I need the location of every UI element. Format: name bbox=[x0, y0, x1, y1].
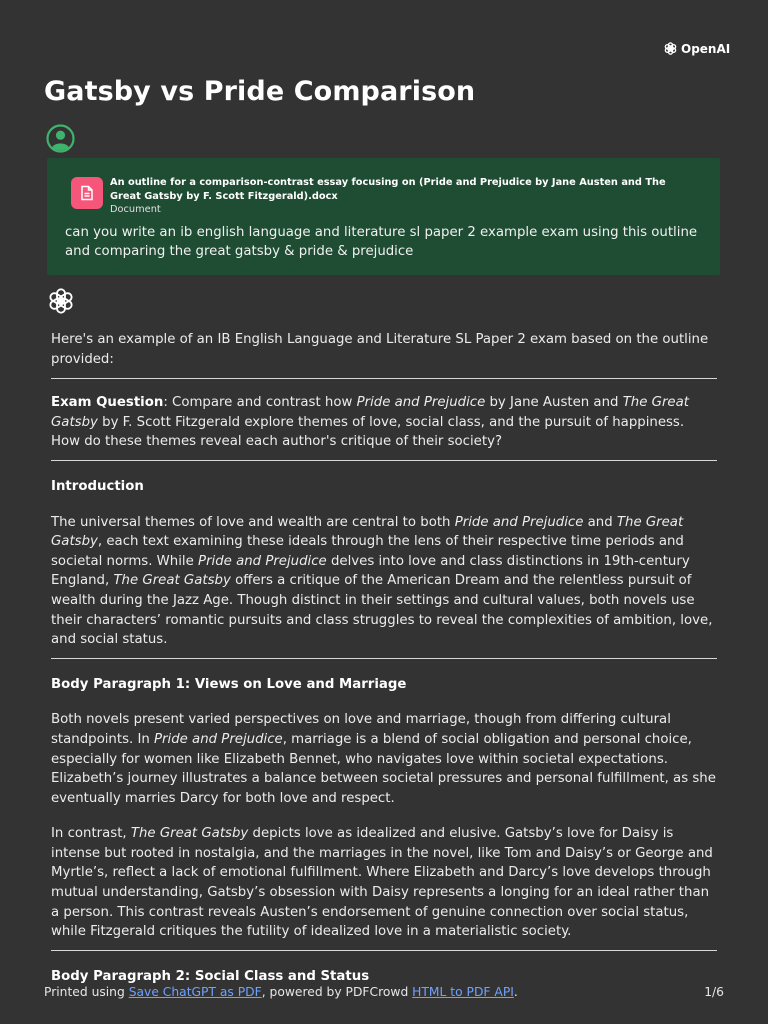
text-run: by Jane Austen and bbox=[485, 395, 623, 411]
title-run: Pride and Prejudice bbox=[454, 514, 584, 530]
document-icon bbox=[71, 177, 103, 209]
brand bbox=[663, 41, 730, 56]
user-avatar-icon bbox=[46, 124, 75, 157]
text-run: Both novels present varied perspectives on love and marriage, though from differing cultural standpoints. In bbox=[51, 712, 671, 747]
brand-name: OpenAI bbox=[681, 41, 731, 56]
user-message bbox=[47, 158, 720, 275]
exam-question-label: Exam Question bbox=[51, 395, 164, 411]
text-run: , each text examining these ideals through the lens of their respective time periods and societal norms. While bbox=[51, 534, 684, 569]
text-run: , marriage is a blend of social obligation and personal choice, especially for women like Elizabeth Bennet, who navigates love within societal expectations. Elizabeth’s journey illustrates a balance between societal pressures and personal fulfillment, as she eventually marries Darcy for both love and respect. bbox=[51, 731, 716, 806]
attachment-name: An outline for a comparison-contrast essay focusing on (Pride and Prejudice by Jane Austen and The Great Gatsby by F. Scott Fitzgerald).docx bbox=[110, 177, 666, 202]
introduction-heading: Introduction bbox=[51, 478, 144, 494]
text-run: delves into love and class distinctions in 19th-century England, bbox=[51, 553, 690, 589]
title-run: The Great Gatsby bbox=[51, 514, 684, 550]
divider bbox=[51, 460, 717, 461]
save-chatgpt-link[interactable]: Save ChatGPT as PDF bbox=[128, 985, 262, 999]
chatgpt-logo-icon bbox=[47, 287, 75, 319]
divider bbox=[51, 950, 717, 951]
divider bbox=[51, 658, 717, 659]
title-run: The Great Gatsby bbox=[130, 826, 249, 842]
footer-text: . bbox=[513, 985, 518, 999]
footer bbox=[44, 985, 724, 999]
attachment[interactable] bbox=[71, 177, 670, 216]
body1-paragraph-1 bbox=[51, 710, 717, 808]
introduction-paragraph bbox=[51, 513, 717, 650]
text-run: : Compare and contrast how bbox=[163, 395, 357, 411]
text-run: depicts love as idealized and elusive. Gatsby’s love for Daisy is intense but rooted in nostalgia, and the marriages in the novel, like Tom and Daisy’s or George and Myrtle’s, reflect a lack of emotional fulfillment. Where Elizabeth and Darcy’s love develops through mutual understanding, Gatsby’s obsession with Daisy represents a longing for an ideal rather than a person. This contrast reveals Austen’s endorsement of genuine connection over social status, while Fitzgerald critiques the futility of idealized love in a materialistic society. bbox=[51, 826, 713, 940]
title-run: Pride and Prejudice bbox=[198, 553, 327, 569]
title-run: Pride and Prejudice bbox=[154, 731, 283, 747]
footer-text: , powered by PDFCrowd bbox=[261, 985, 413, 999]
attachment-type: Document bbox=[110, 204, 161, 215]
text-run: and bbox=[583, 514, 617, 530]
text-run: offers a critique of the American Dream and the relentless pursuit of wealth during the Jazz Age. Though distinct in their settings and cultural values, both novels use their characters’ romantic pursuits and class struggles to reveal the complexities of ambition, love, and social status. bbox=[51, 573, 713, 648]
divider bbox=[51, 378, 717, 379]
title-run: The Great Gatsby bbox=[113, 573, 231, 589]
html-to-pdf-link[interactable]: HTML to PDF API bbox=[412, 985, 514, 999]
body1-paragraph-2 bbox=[51, 824, 717, 942]
user-message-text: can you write an ib english language and literature sl paper 2 example exam using this outline and comparing the great gatsby & pride & prejudice bbox=[65, 225, 698, 259]
body2-heading: Body Paragraph 2: Social Class and Status bbox=[51, 968, 370, 984]
page-number: 1/6 bbox=[704, 985, 724, 999]
assistant-message bbox=[51, 330, 717, 986]
text-run: In contrast, bbox=[51, 826, 131, 842]
footer-text: Printed using bbox=[44, 985, 129, 999]
title-run: The Great Gatsby bbox=[51, 395, 689, 430]
intro-paragraph: Here's an example of an IB English Language and Literature SL Paper 2 exam based on the outline provided: bbox=[51, 332, 709, 367]
text-run: by F. Scott Fitzgerald explore themes of love, social class, and the pursuit of happiness. How do these themes reveal each author's critique of their society? bbox=[51, 414, 685, 450]
exam-question-paragraph bbox=[51, 393, 717, 452]
body1-heading: Body Paragraph 1: Views on Love and Marriage bbox=[51, 676, 407, 692]
text-run: The universal themes of love and wealth are central to both bbox=[51, 514, 455, 530]
openai-logo-icon bbox=[663, 41, 678, 56]
page-title: Gatsby vs Pride Comparison bbox=[44, 76, 476, 107]
title-run: Pride and Prejudice bbox=[356, 395, 486, 411]
